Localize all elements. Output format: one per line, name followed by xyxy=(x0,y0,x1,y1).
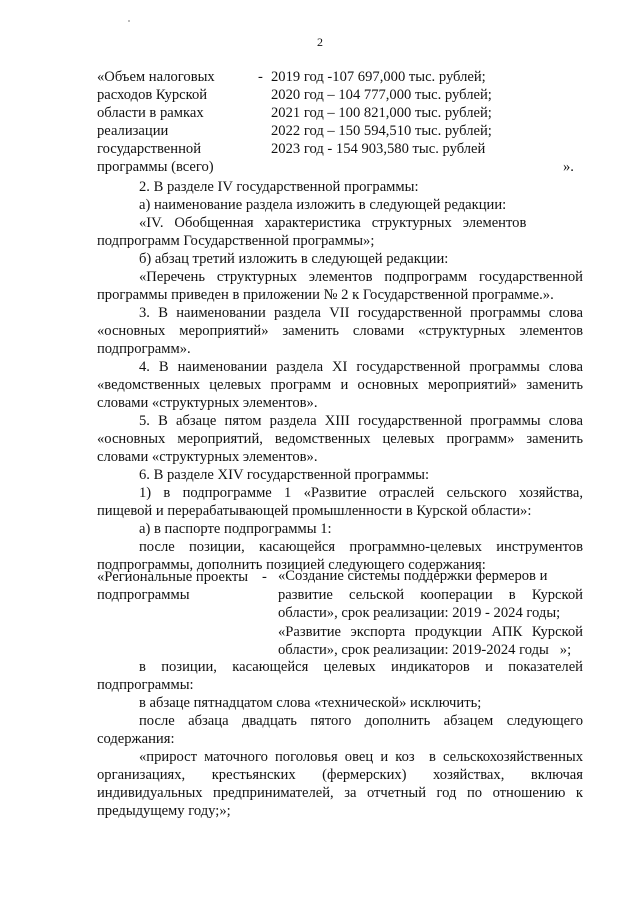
text-line: после абзаца двадцать пятого дополнить абзацем следующего xyxy=(139,713,583,729)
table1-value-line: 2023 год - 154 903,580 тыс. рублей xyxy=(271,141,486,157)
text-line: б) абзац третий изложить в следующей редакции: xyxy=(139,251,449,267)
text-line: 6. В разделе XIV государственной программы: xyxy=(139,467,430,483)
text-line: подпрограмм Государственной программы»; xyxy=(97,233,375,249)
text-line: пищевой и перерабатывающей промышленности в Курской области»: xyxy=(97,503,532,519)
table1-label-line: области в рамках xyxy=(97,105,204,121)
text-line: предыдущему году;»; xyxy=(97,803,231,819)
text-line: в абзаце пятнадцатом слова «технической» исключить; xyxy=(139,695,482,711)
table1-dash: - xyxy=(258,69,263,85)
text-line: «основных мероприятий» заменить словами «структурных элементов xyxy=(97,323,583,339)
text-line: словами «структурных элементов». xyxy=(97,449,318,465)
table1-label-line: государственной xyxy=(97,141,202,157)
text-line: подпрограмм». xyxy=(97,341,191,357)
text-line: а) в паспорте подпрограммы 1: xyxy=(139,521,332,537)
text-line: организациях, крестьянских (фермерских) хозяйствах, включая xyxy=(97,767,583,783)
text-line: 4. В наименовании раздела XI государственной программы слова xyxy=(139,359,583,375)
text-line: 5. В абзаце пятом раздела XIII государственной программы слова xyxy=(139,413,583,429)
table1-closing-quote: ». xyxy=(563,159,574,175)
text-line: 2. В разделе IV государственной программы: xyxy=(139,179,419,195)
table1-label-line: программы (всего) xyxy=(97,159,214,175)
text-line: после позиции, касающейся программно-целевых инструментов xyxy=(139,539,583,555)
table2-dash: - xyxy=(262,569,267,585)
table2-value-line: области», срок реализации: 2019-2024 годы »; xyxy=(278,642,572,658)
text-line: 1) в подпрограмме 1 «Развитие отраслей сельского хозяйства, xyxy=(139,485,583,501)
table1-label-line: «Объем налоговых xyxy=(97,69,215,85)
table1-label-line: расходов Курской xyxy=(97,87,208,103)
table1-value-line: 2019 год -107 697,000 тыс. рублей; xyxy=(271,69,486,85)
table2-label-line: подпрограммы xyxy=(97,587,190,603)
table2-value-line: развитие сельской кооперации в Курской xyxy=(278,586,583,603)
table2-value-line: «Создание системы поддержки фермеров и xyxy=(278,568,548,584)
text-line: «прирост маточного поголовья овец и коз в сельскохозяйственных xyxy=(139,749,583,765)
table2-label-line: «Региональные проекты xyxy=(97,569,249,585)
text-line: в позиции, касающейся целевых индикаторов и показателей xyxy=(139,659,583,675)
text-line: «Перечень структурных элементов подпрограмм государственной xyxy=(139,269,583,285)
text-line: словами «структурных элементов». xyxy=(97,395,318,411)
text-line: программы приведен в приложении № 2 к Государственной программе.». xyxy=(97,287,554,303)
text-line: а) наименование раздела изложить в следующей редакции: xyxy=(139,197,507,213)
table2-value-line: «Развитие экспорта продукции АПК Курской xyxy=(278,623,583,640)
text-line: подпрограммы, дополнить позицией следующего содержания: xyxy=(97,557,486,573)
table1-value-line: 2022 год – 150 594,510 тыс. рублей; xyxy=(271,123,492,139)
table1-value-line: 2021 год – 100 821,000 тыс. рублей; xyxy=(271,105,492,121)
text-line: «основных мероприятий, ведомственных целевых программ» заменить xyxy=(97,431,583,447)
text-line: 3. В наименовании раздела VII государственной программы слова xyxy=(139,305,583,321)
page-number: 2 xyxy=(317,35,323,49)
text-line: подпрограммы: xyxy=(97,677,194,693)
text-line: «IV. Обобщенная характеристика структурных элементов xyxy=(139,215,527,231)
table1-label-line: реализации xyxy=(97,123,169,139)
text-line: содержания: xyxy=(97,731,175,747)
table2-value-line: области», срок реализации: 2019 - 2024 годы; xyxy=(278,605,561,621)
table1-value-line: 2020 год – 104 777,000 тыс. рублей; xyxy=(271,87,492,103)
text-line: индивидуальных предпринимателей, за отчетный год по отношению к xyxy=(97,785,583,801)
scan-speck xyxy=(128,20,130,22)
text-line: «ведомственных целевых программ и основных мероприятий» заменить xyxy=(97,377,583,393)
